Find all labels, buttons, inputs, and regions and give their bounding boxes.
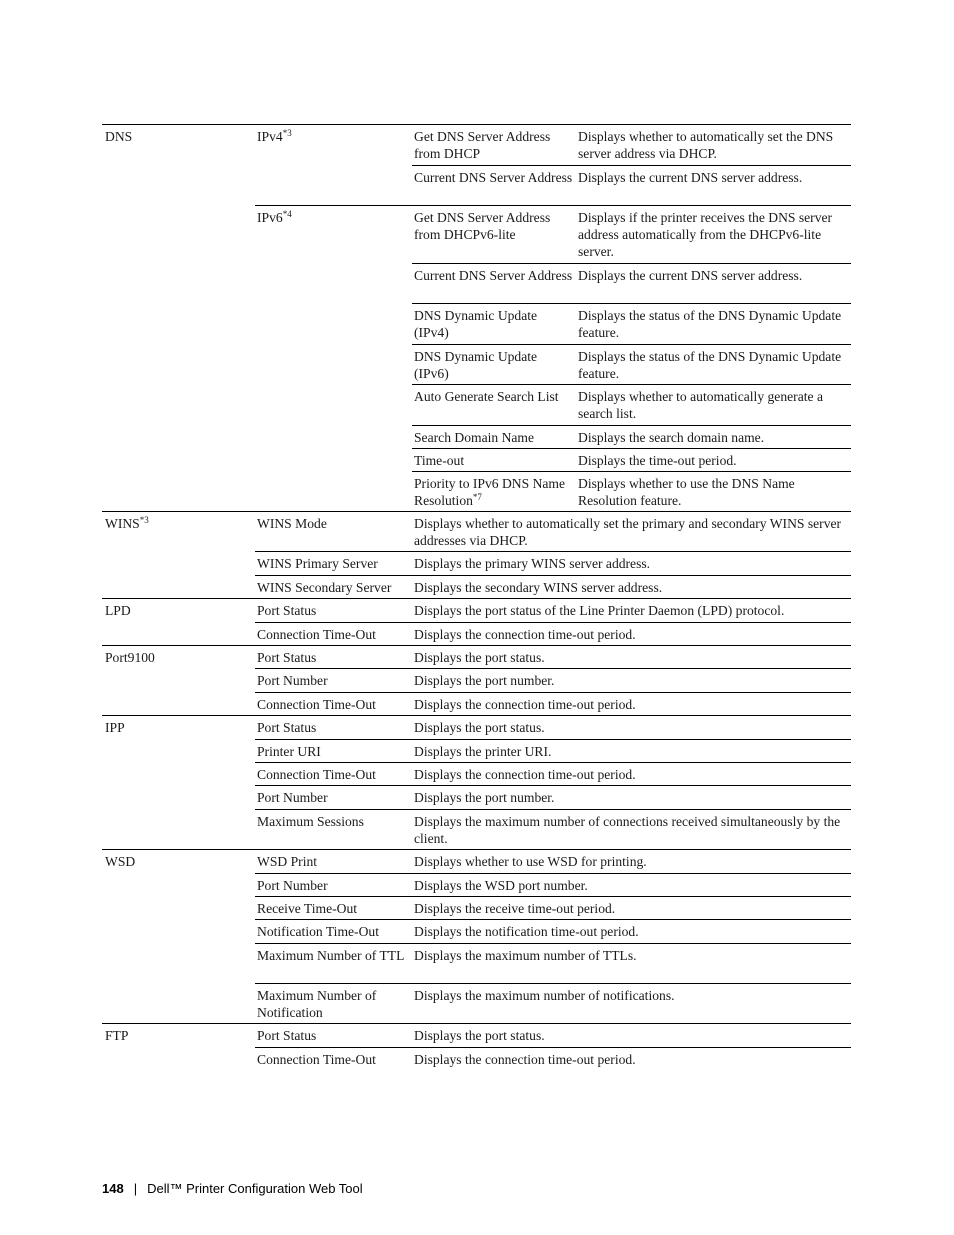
- section-label-port9100: Port9100: [105, 650, 155, 665]
- setting-name: Connection Time-Out: [257, 767, 376, 782]
- footnote-marker: *3: [282, 128, 292, 138]
- table-row: [102, 426, 851, 449]
- table-row: [102, 623, 851, 646]
- setting-description: Displays the port number.: [414, 673, 555, 688]
- setting-name: Port Number: [257, 878, 328, 893]
- table-row: [102, 1048, 851, 1071]
- setting-name: Port Status: [257, 720, 317, 735]
- table-row: [102, 693, 851, 716]
- setting-name: WINS Mode: [257, 516, 327, 531]
- page-footer: [102, 1181, 363, 1196]
- setting-description: Displays the status of the DNS Dynamic Update feature.: [578, 308, 842, 340]
- subsection-label-ipv6: IPv6$^{*4}$: [257, 209, 292, 225]
- setting-name: Maximum Number of Notification: [257, 988, 377, 1020]
- setting-description: Displays the receive time-out period.: [414, 901, 616, 916]
- setting-name: Port Status: [257, 603, 317, 618]
- table-row: [102, 472, 851, 512]
- setting-description: Displays the port status.: [414, 650, 545, 665]
- setting-description: Displays the status of the DNS Dynamic Update feature.: [578, 349, 842, 381]
- table-row: [102, 264, 851, 304]
- setting-name: DNS Dynamic Update (IPv4): [414, 308, 538, 340]
- setting-description: Displays the port status of the Line Printer Daemon (LPD) protocol.: [414, 603, 785, 618]
- footer-separator: |: [133, 1181, 138, 1196]
- section-label-dns: DNS: [105, 129, 133, 144]
- setting-description: Displays the port number.: [414, 790, 555, 805]
- table-row: [102, 385, 851, 426]
- table-row: [102, 897, 851, 920]
- setting-name: Receive Time-Out: [257, 901, 358, 916]
- setting-name: WINS Primary Server: [257, 556, 378, 571]
- setting-description: Displays the primary WINS server address.: [414, 556, 651, 571]
- table-row: [102, 944, 851, 984]
- setting-name: Printer URI: [257, 744, 321, 759]
- setting-description: Displays the current DNS server address.: [578, 268, 803, 283]
- setting-name: Get DNS Server Address from DHCPv6-lite: [414, 210, 551, 242]
- setting-name: WINS Secondary Server: [257, 580, 392, 595]
- table-row: [102, 646, 851, 669]
- setting-name: Maximum Number of TTL: [257, 948, 405, 963]
- footnote-marker: *4: [282, 209, 292, 219]
- section-label-ipp: IPP: [105, 720, 125, 735]
- section-label-lpd: LPD: [105, 603, 131, 618]
- setting-name: Search Domain Name: [414, 430, 535, 445]
- setting-description: Displays the time-out period.: [578, 453, 737, 468]
- section-label-wsd: WSD: [105, 854, 136, 869]
- setting-description: Displays whether to use WSD for printing.: [414, 854, 647, 869]
- setting-description: Displays the port status.: [414, 720, 545, 735]
- footnote-marker: *3: [139, 515, 149, 525]
- setting-description: Displays the secondary WINS server address.: [414, 580, 663, 595]
- page-number: 148: [102, 1181, 124, 1196]
- setting-name: Auto Generate Search List: [414, 389, 559, 404]
- setting-name: Port Status: [257, 650, 317, 665]
- setting-description: Displays the connection time-out period.: [414, 697, 636, 712]
- setting-description: Displays the current DNS server address.: [578, 170, 803, 185]
- setting-name: Current DNS Server Address: [414, 170, 573, 185]
- subsection-label-ipv4: IPv4$^{*3}$: [257, 128, 292, 144]
- table-row: [102, 1024, 851, 1048]
- setting-description: Displays whether to automatically generate a search list.: [578, 389, 823, 421]
- setting-description: Displays the maximum number of connections received simultaneously by the client.: [414, 814, 841, 846]
- setting-name: DNS Dynamic Update (IPv6): [414, 349, 538, 381]
- setting-description: Displays the WSD port number.: [414, 878, 588, 893]
- table-row: [102, 984, 851, 1024]
- setting-description: Displays the maximum number of TTLs.: [414, 948, 637, 963]
- setting-description: Displays the connection time-out period.: [414, 1052, 636, 1067]
- setting-name: Get DNS Server Address from DHCP: [414, 129, 551, 161]
- setting-name: Current DNS Server Address: [414, 268, 573, 283]
- setting-name: Notification Time-Out: [257, 924, 379, 939]
- setting-description: Displays whether to automatically set the DNS server address via DHCP.: [578, 129, 834, 161]
- table-row: [102, 125, 851, 166]
- setting-name: Connection Time-Out: [257, 627, 376, 642]
- setting-description: Displays whether to use the DNS Name Resolution feature.: [578, 476, 795, 508]
- setting-description: Displays the search domain name.: [578, 430, 765, 445]
- setting-description: Displays whether to automatically set the primary and secondary WINS server addresses via DHCP.: [414, 516, 842, 548]
- table-row: [102, 740, 851, 763]
- setting-description: Displays the printer URI.: [414, 744, 552, 759]
- setting-description: Displays the port status.: [414, 1028, 545, 1043]
- setting-name: Port Number: [257, 790, 328, 805]
- setting-description: Displays the maximum number of notifications.: [414, 988, 675, 1003]
- table-row: [102, 552, 851, 576]
- setting-description: Displays the connection time-out period.: [414, 627, 636, 642]
- setting-name: WSD Print: [257, 854, 318, 869]
- table-row: [102, 669, 851, 693]
- table-row: [102, 850, 851, 874]
- table-row: [102, 810, 851, 850]
- table-row: [102, 874, 851, 897]
- section-label-ftp: FTP: [105, 1028, 129, 1043]
- table-row: [102, 576, 851, 599]
- table-row: [102, 763, 851, 786]
- setting-description: Displays the notification time-out period.: [414, 924, 639, 939]
- footnote-marker: *7: [472, 492, 482, 502]
- table-row: [102, 206, 851, 264]
- setting-name: Maximum Sessions: [257, 814, 364, 829]
- settings-table: [102, 124, 851, 1071]
- table-row: [102, 345, 851, 385]
- setting-name: Connection Time-Out: [257, 1052, 376, 1067]
- table-row: [102, 166, 851, 206]
- footer-title: Dell™ Printer Configuration Web Tool: [147, 1181, 363, 1196]
- table-row: [102, 449, 851, 472]
- table-row: [102, 599, 851, 623]
- setting-name: Port Status: [257, 1028, 317, 1043]
- setting-name: Port Number: [257, 673, 328, 688]
- table-row: [102, 512, 851, 552]
- table-row: [102, 716, 851, 740]
- section-label-wins: WINS$^{*3}$: [105, 515, 149, 531]
- setting-description: Displays the connection time-out period.: [414, 767, 636, 782]
- table-row: [102, 304, 851, 345]
- table-row: [102, 786, 851, 810]
- table-row: [102, 920, 851, 944]
- setting-name: Time-out: [414, 453, 465, 468]
- setting-name: Priority to IPv6 DNS Name Resolution$^{*7}$: [414, 476, 566, 508]
- setting-description: Displays if the printer receives the DNS server address automatically from the DHCPv6-lite server.: [578, 210, 833, 259]
- setting-name: Connection Time-Out: [257, 697, 376, 712]
